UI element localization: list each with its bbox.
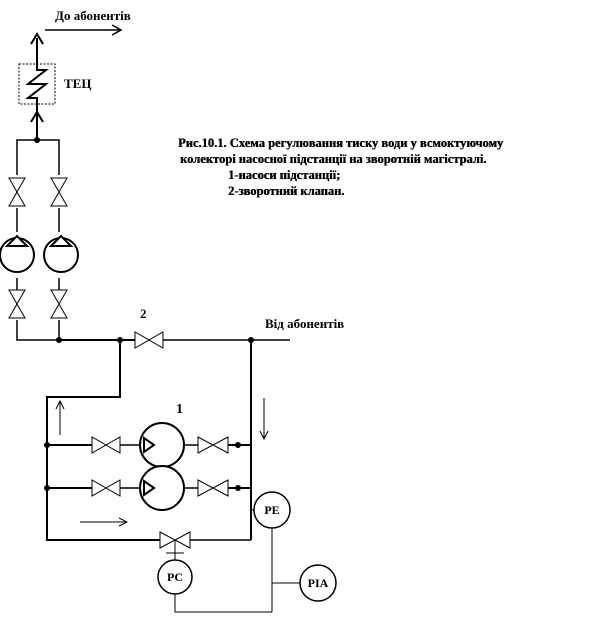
- to-consumers-label: До абонентів: [55, 8, 131, 23]
- chp-heat-exchanger: [19, 56, 55, 112]
- valve-left-upper: [9, 178, 25, 206]
- valve-left-lower: [9, 290, 25, 318]
- main-return-line: [56, 337, 290, 343]
- caption-line-4: 2-зворотний клапан.: [228, 184, 345, 198]
- flow-arrow-down: [260, 398, 268, 439]
- valve-right-lower: [51, 290, 67, 318]
- pia-label: PIA: [307, 576, 329, 590]
- control-valve-bypass: [160, 532, 190, 553]
- valve-upper-right: [198, 437, 228, 453]
- riser-below-chp: [31, 112, 43, 140]
- pump-1-upper: [140, 423, 184, 467]
- valve-right-upper: [51, 178, 67, 206]
- caption-line-3: 1-насоси підстанції;: [228, 168, 341, 182]
- caption-line-2: колекторі насосної підстанції на зворотній магістралі.: [180, 152, 487, 166]
- valve-upper-left: [92, 437, 120, 453]
- chp-label: ТЕЦ: [64, 76, 92, 91]
- pc-label: PC: [167, 570, 183, 584]
- pump-right-vertical: [44, 236, 78, 272]
- check-valve-2: [135, 332, 163, 348]
- flow-arrow-right: [80, 518, 127, 526]
- figure-caption: [178, 135, 598, 199]
- pe-label: PE: [264, 503, 280, 517]
- pump-left-vertical: [0, 236, 34, 272]
- pumps-1-label: 1: [176, 402, 183, 417]
- pump-1-lower: [140, 466, 184, 510]
- valve-lower-right: [198, 480, 228, 496]
- valve-lower-left: [92, 480, 120, 496]
- caption-line-1: Рис.10.1. Схема регулювання тиску води у всмоктуючому: [178, 136, 504, 150]
- outlet-arrow: [45, 25, 121, 35]
- from-consumers-label: Від абонентів: [265, 316, 345, 331]
- valve-2-label: 2: [140, 306, 147, 321]
- flow-arrow-up: [56, 401, 64, 435]
